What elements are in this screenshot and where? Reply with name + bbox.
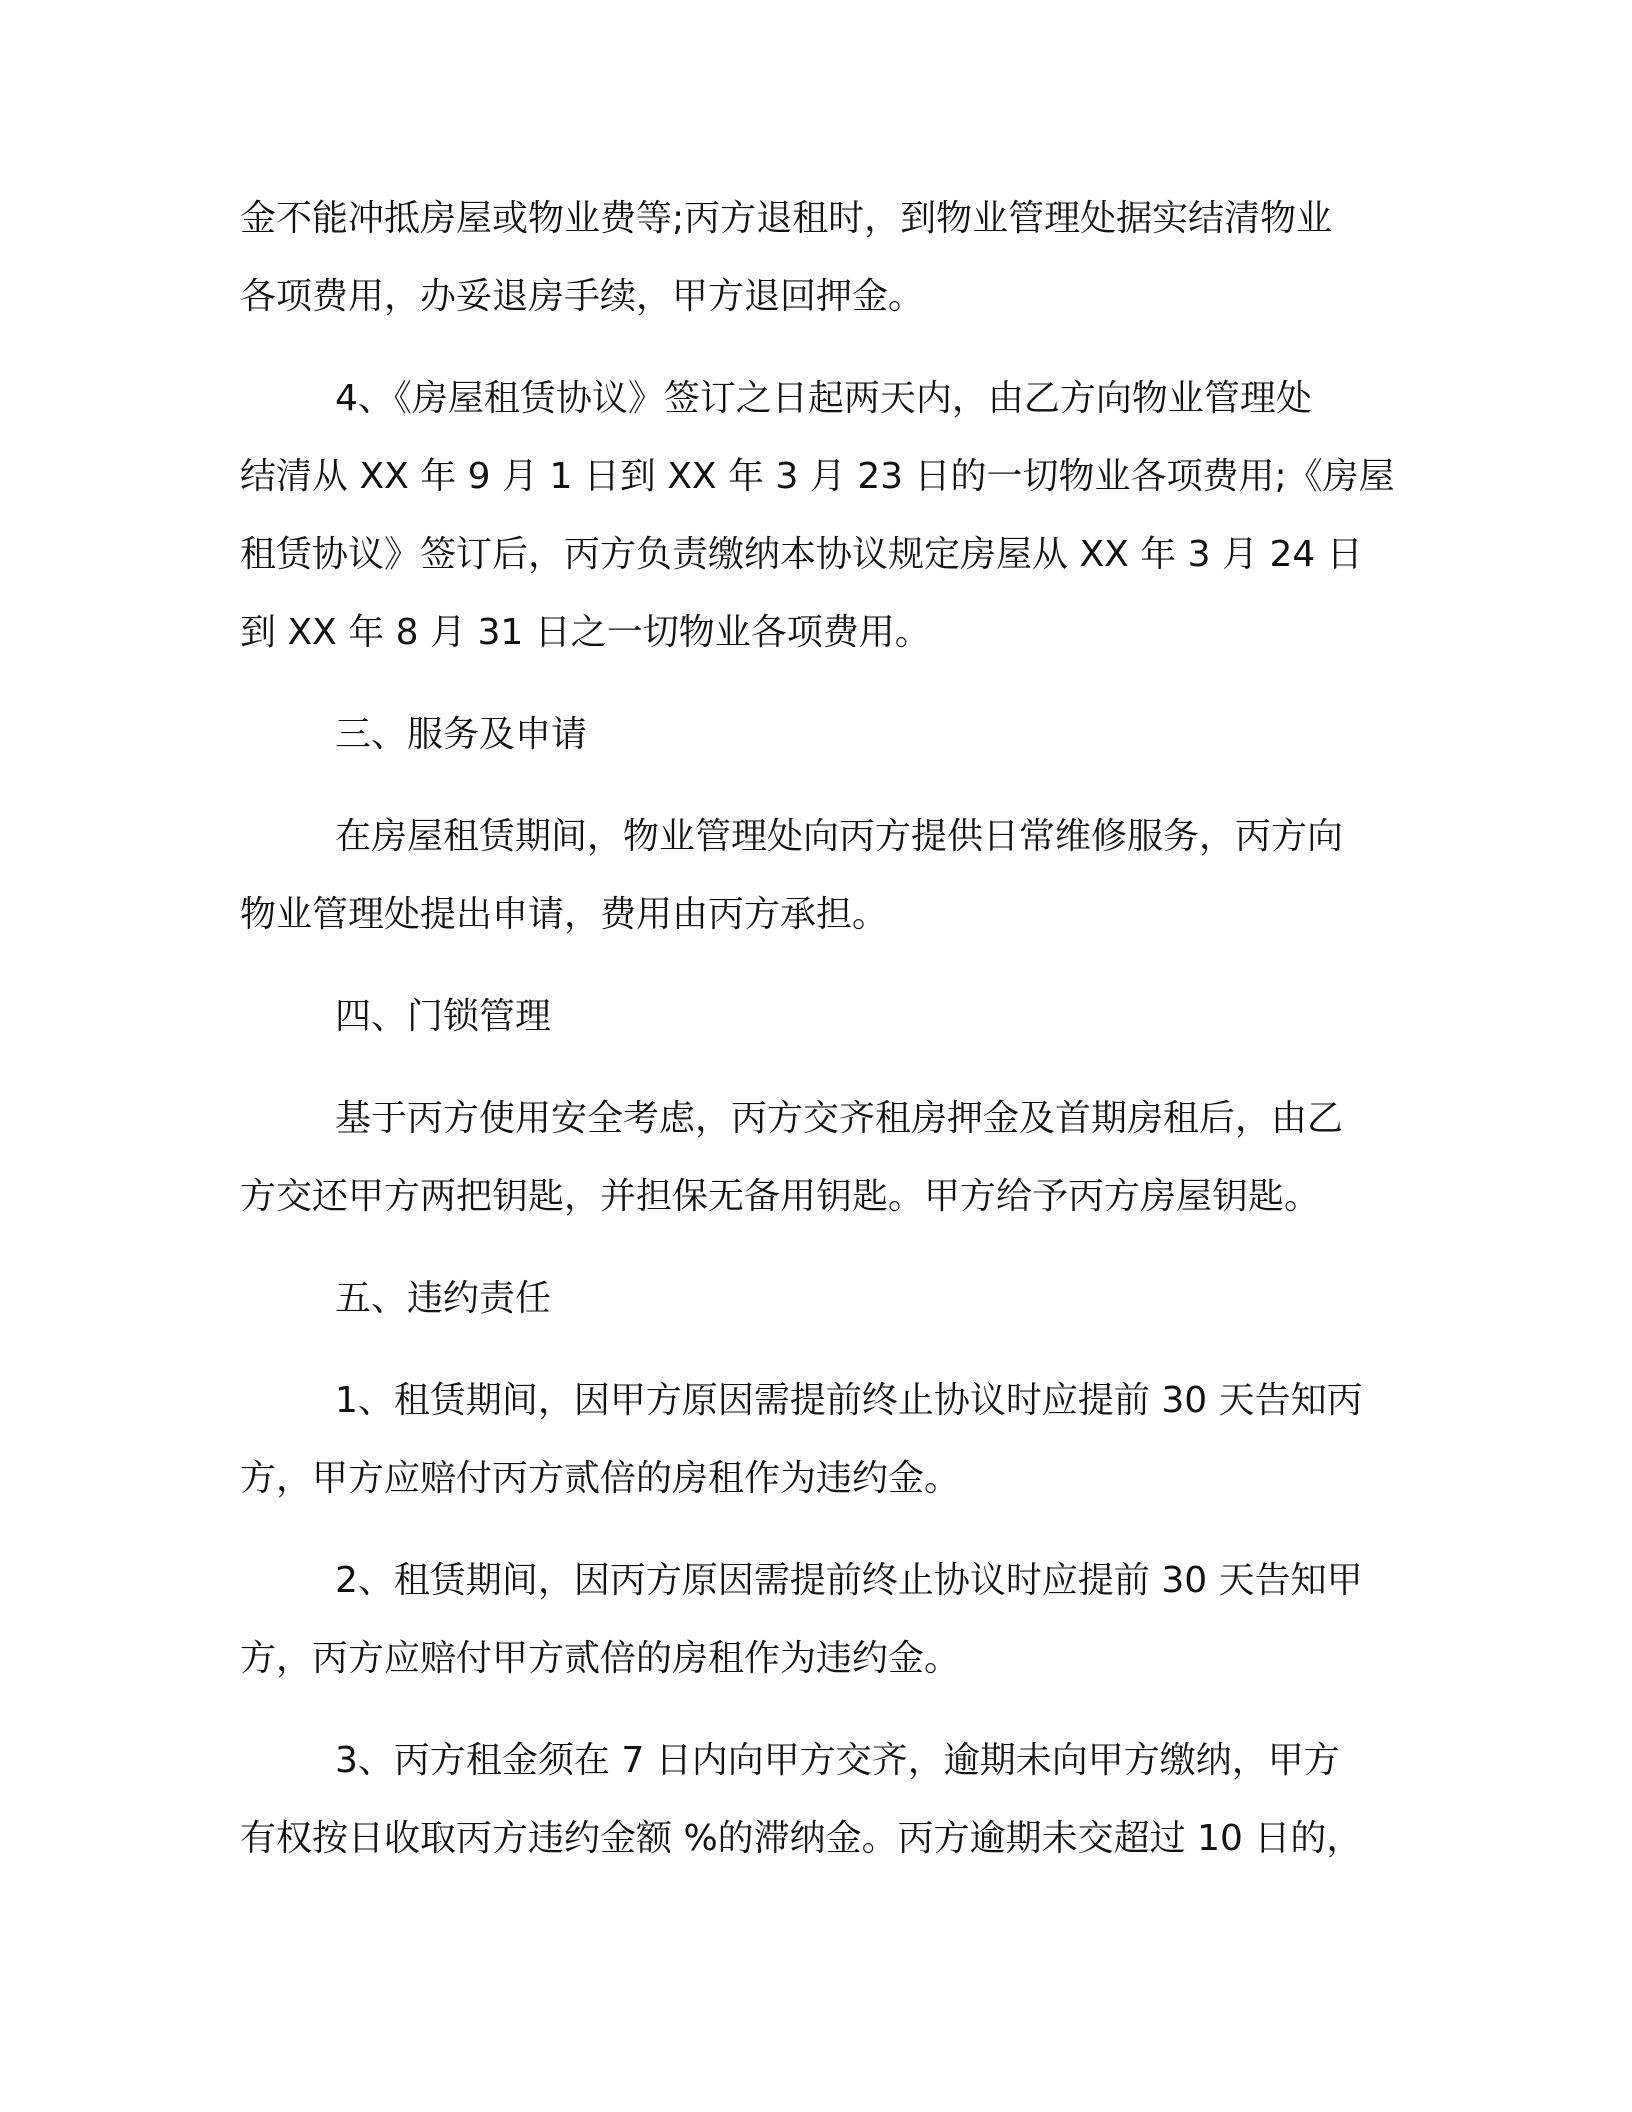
section-heading-breach [240, 1260, 1390, 1338]
section-heading-service [240, 696, 1390, 774]
paragraph-lock [240, 1080, 1390, 1236]
heading-text: 五、违约责任 [335, 1278, 552, 1319]
paragraph-breach-1 [240, 1362, 1390, 1518]
text-line: 方，甲方应赔付丙方贰倍的房租作为违约金。 [240, 1458, 961, 1499]
text-line: 到 XX 年 8 月 31 日之一切物业各项费用。 [240, 612, 931, 653]
text-line: 4、《房屋租赁协议》签订之日起两天内，由乙方向物业管理处 [335, 378, 1312, 419]
text-line: 2、租赁期间，因丙方原因需提前终止协议时应提前 30 天告知甲 [335, 1560, 1363, 1601]
text-line: 有权按日收取丙方违约金额 %的滞纳金。丙方逾期未交超过 10 日的， [240, 1818, 1363, 1859]
heading-text: 四、门锁管理 [335, 996, 552, 1037]
text-line: 物业管理处提出申请，费用由丙方承担。 [240, 894, 889, 935]
text-line: 在房屋租赁期间，物业管理处向丙方提供日常维修服务，丙方向 [335, 816, 1344, 857]
text-line: 方，丙方应赔付甲方贰倍的房租作为违约金。 [240, 1638, 961, 1679]
paragraph-breach-3 [240, 1722, 1390, 1878]
text-line: 基于丙方使用安全考虑，丙方交齐租房押金及首期房租后，由乙 [335, 1098, 1344, 1139]
text-line: 结清从 XX 年 9 月 1 日到 XX 年 3 月 23 日的一切物业各项费用;《房屋 [240, 456, 1395, 497]
text-line: 1、租赁期间，因甲方原因需提前终止协议时应提前 30 天告知丙 [335, 1380, 1363, 1421]
paragraph-breach-2 [240, 1542, 1390, 1698]
text-line: 方交还甲方两把钥匙，并担保无备用钥匙。甲方给予丙方房屋钥匙。 [240, 1176, 1321, 1217]
text-line: 金不能冲抵房屋或物业费等;丙方退租时，到物业管理处据实结清物业 [240, 198, 1333, 239]
section-heading-lock [240, 978, 1390, 1056]
paragraph-service [240, 798, 1390, 954]
paragraph-clause-4 [240, 360, 1395, 672]
text-line: 各项费用，办妥退房手续，甲方退回押金。 [240, 276, 925, 317]
paragraph-deposit-refund [240, 180, 1390, 336]
document-body [240, 180, 1395, 1902]
heading-text: 三、服务及申请 [335, 714, 588, 755]
text-line: 租赁协议》签订后，丙方负责缴纳本协议规定房屋从 XX 年 3 月 24 日 [240, 534, 1363, 575]
text-line: 3、丙方租金须在 7 日内向甲方交齐，逾期未向甲方缴纳，甲方 [335, 1740, 1340, 1781]
